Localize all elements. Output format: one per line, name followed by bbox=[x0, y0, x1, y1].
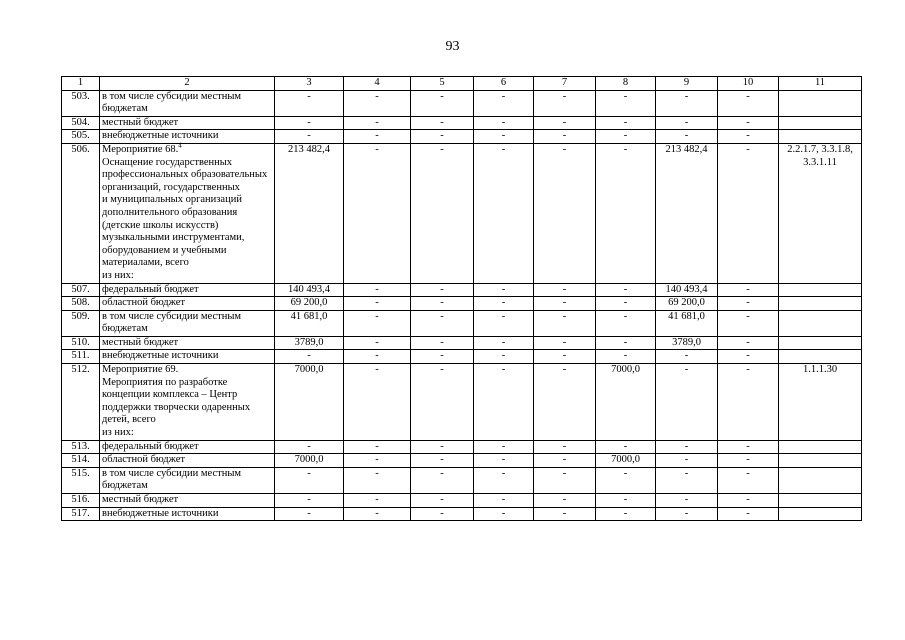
value-cell: - bbox=[411, 310, 474, 336]
column-header: 3 bbox=[275, 77, 344, 91]
value-cell: 69 200,0 bbox=[275, 297, 344, 311]
page-number: 93 bbox=[445, 39, 460, 54]
activity-title: Мероприятие 68. bbox=[102, 143, 179, 155]
value-cell: - bbox=[411, 336, 474, 350]
table-row bbox=[62, 440, 862, 454]
table-row bbox=[62, 310, 862, 336]
table-header bbox=[62, 77, 862, 91]
column-header: 11 bbox=[779, 77, 862, 91]
row-description bbox=[100, 467, 275, 493]
value-cell: - bbox=[411, 116, 474, 130]
value-cell: - bbox=[596, 507, 656, 521]
column-header: 4 bbox=[344, 77, 411, 91]
value-cell: - bbox=[411, 507, 474, 521]
value-cell: - bbox=[344, 364, 411, 441]
description-text: областной бюджет bbox=[102, 454, 185, 466]
value-cell: - bbox=[275, 350, 344, 364]
value-cell: - bbox=[474, 130, 534, 144]
table-row bbox=[62, 283, 862, 297]
value-cell: - bbox=[344, 467, 411, 493]
table-body bbox=[62, 90, 862, 521]
table-row bbox=[62, 350, 862, 364]
value-cell: - bbox=[344, 297, 411, 311]
value-cell: - bbox=[718, 454, 779, 468]
row-number: 505. bbox=[62, 130, 100, 144]
value-cell: - bbox=[718, 440, 779, 454]
value-cell: - bbox=[344, 336, 411, 350]
value-cell: - bbox=[596, 130, 656, 144]
indicator-reference bbox=[779, 467, 862, 493]
description-text: местный бюджет bbox=[102, 336, 179, 348]
value-cell: - bbox=[344, 130, 411, 144]
value-cell: - bbox=[534, 297, 596, 311]
value-cell: - bbox=[718, 310, 779, 336]
value-cell: - bbox=[656, 90, 718, 116]
value-cell: - bbox=[534, 116, 596, 130]
value-cell: 140 493,4 bbox=[275, 283, 344, 297]
value-cell: - bbox=[718, 283, 779, 297]
value-cell: 140 493,4 bbox=[656, 283, 718, 297]
row-description bbox=[100, 283, 275, 297]
column-header: 2 bbox=[100, 77, 275, 91]
value-cell: - bbox=[474, 364, 534, 441]
table-row bbox=[62, 454, 862, 468]
description-text: внебюджетные источники bbox=[102, 350, 219, 362]
value-cell: - bbox=[596, 283, 656, 297]
value-cell: - bbox=[596, 90, 656, 116]
value-cell: - bbox=[275, 440, 344, 454]
value-cell: - bbox=[534, 310, 596, 336]
value-cell: - bbox=[718, 116, 779, 130]
value-cell: - bbox=[411, 440, 474, 454]
value-cell: - bbox=[275, 494, 344, 508]
value-cell: - bbox=[411, 454, 474, 468]
value-cell: - bbox=[411, 297, 474, 311]
value-cell: - bbox=[656, 116, 718, 130]
value-cell: - bbox=[411, 90, 474, 116]
value-cell: 213 482,4 bbox=[275, 143, 344, 283]
indicator-reference bbox=[779, 454, 862, 468]
description-text: Оснащение государственных профессиональных образовательных организаций, государственных и муниципальных организаций дополнительного образования (детские школы искусств) музыкальными инструментами, оборудованием и учебными материалами, всего из них: bbox=[102, 156, 268, 281]
row-number: 507. bbox=[62, 283, 100, 297]
indicator-reference bbox=[779, 494, 862, 508]
value-cell: - bbox=[534, 364, 596, 441]
value-cell: - bbox=[534, 494, 596, 508]
value-cell: - bbox=[718, 336, 779, 350]
row-description bbox=[100, 336, 275, 350]
row-description bbox=[100, 143, 275, 283]
value-cell: - bbox=[534, 283, 596, 297]
value-cell: - bbox=[656, 364, 718, 441]
indicator-reference bbox=[779, 310, 862, 336]
value-cell: 3789,0 bbox=[275, 336, 344, 350]
row-description bbox=[100, 364, 275, 441]
row-number: 510. bbox=[62, 336, 100, 350]
row-description bbox=[100, 310, 275, 336]
description-text: федеральный бюджет bbox=[102, 283, 199, 295]
indicator-reference bbox=[779, 116, 862, 130]
value-cell: - bbox=[718, 90, 779, 116]
value-cell: - bbox=[596, 143, 656, 283]
value-cell: 41 681,0 bbox=[656, 310, 718, 336]
value-cell: - bbox=[474, 310, 534, 336]
description-text: областной бюджет bbox=[102, 297, 185, 309]
value-cell: - bbox=[344, 454, 411, 468]
value-cell: - bbox=[534, 350, 596, 364]
value-cell: - bbox=[596, 440, 656, 454]
value-cell: - bbox=[474, 467, 534, 493]
value-cell: - bbox=[474, 143, 534, 283]
value-cell: - bbox=[718, 297, 779, 311]
value-cell: - bbox=[718, 507, 779, 521]
value-cell: - bbox=[474, 116, 534, 130]
row-description bbox=[100, 454, 275, 468]
value-cell: - bbox=[474, 454, 534, 468]
activity-title: Мероприятие 69. bbox=[102, 364, 179, 376]
value-cell: - bbox=[411, 467, 474, 493]
description-text: в том числе субсидии местным бюджетам bbox=[102, 310, 242, 335]
column-header: 6 bbox=[474, 77, 534, 91]
table-row bbox=[62, 297, 862, 311]
value-cell: - bbox=[411, 494, 474, 508]
indicator-reference bbox=[779, 90, 862, 116]
value-cell: - bbox=[656, 507, 718, 521]
value-cell: - bbox=[474, 336, 534, 350]
table-row bbox=[62, 467, 862, 493]
value-cell: - bbox=[596, 494, 656, 508]
row-number: 513. bbox=[62, 440, 100, 454]
value-cell: - bbox=[596, 350, 656, 364]
value-cell: - bbox=[718, 143, 779, 283]
value-cell: - bbox=[344, 507, 411, 521]
budget-table bbox=[61, 76, 862, 521]
value-cell: - bbox=[344, 310, 411, 336]
row-number: 503. bbox=[62, 90, 100, 116]
column-header: 5 bbox=[411, 77, 474, 91]
description-text: в том числе субсидии местным бюджетам bbox=[102, 467, 242, 492]
value-cell: - bbox=[718, 467, 779, 493]
value-cell: - bbox=[596, 297, 656, 311]
description-text: внебюджетные источники bbox=[102, 130, 219, 142]
value-cell: - bbox=[411, 283, 474, 297]
value-cell: - bbox=[344, 143, 411, 283]
value-cell: - bbox=[344, 116, 411, 130]
row-number: 517. bbox=[62, 507, 100, 521]
column-header: 1 bbox=[62, 77, 100, 91]
value-cell: - bbox=[534, 143, 596, 283]
row-description bbox=[100, 440, 275, 454]
value-cell: - bbox=[411, 143, 474, 283]
row-number: 514. bbox=[62, 454, 100, 468]
indicator-reference bbox=[779, 283, 862, 297]
indicator-reference bbox=[779, 336, 862, 350]
row-description bbox=[100, 507, 275, 521]
value-cell: - bbox=[411, 130, 474, 144]
description-text: местный бюджет bbox=[102, 116, 179, 128]
value-cell: - bbox=[718, 350, 779, 364]
value-cell: - bbox=[275, 130, 344, 144]
value-cell: - bbox=[474, 90, 534, 116]
value-cell: 7000,0 bbox=[275, 364, 344, 441]
value-cell: - bbox=[474, 494, 534, 508]
row-number: 515. bbox=[62, 467, 100, 493]
indicator-reference: 2.2.1.7, 3.3.1.8, 3.3.1.11 bbox=[779, 143, 862, 283]
row-description bbox=[100, 116, 275, 130]
column-header: 9 bbox=[656, 77, 718, 91]
value-cell: - bbox=[474, 350, 534, 364]
row-number: 504. bbox=[62, 116, 100, 130]
value-cell: - bbox=[656, 454, 718, 468]
value-cell: - bbox=[275, 116, 344, 130]
value-cell: - bbox=[534, 507, 596, 521]
table-row bbox=[62, 507, 862, 521]
description-text: в том числе субсидии местным бюджетам bbox=[102, 90, 242, 115]
value-cell: - bbox=[275, 507, 344, 521]
description-text: местный бюджет bbox=[102, 494, 179, 505]
indicator-reference bbox=[779, 350, 862, 364]
value-cell: - bbox=[534, 440, 596, 454]
table-row bbox=[62, 90, 862, 116]
value-cell: 7000,0 bbox=[596, 454, 656, 468]
value-cell: 7000,0 bbox=[275, 454, 344, 468]
value-cell: - bbox=[474, 297, 534, 311]
indicator-reference bbox=[779, 507, 862, 521]
value-cell: - bbox=[656, 494, 718, 508]
row-description bbox=[100, 494, 275, 508]
row-description bbox=[100, 130, 275, 144]
value-cell: - bbox=[596, 116, 656, 130]
value-cell: - bbox=[411, 364, 474, 441]
indicator-reference bbox=[779, 297, 862, 311]
value-cell: 213 482,4 bbox=[656, 143, 718, 283]
value-cell: - bbox=[344, 350, 411, 364]
value-cell: - bbox=[344, 440, 411, 454]
value-cell: - bbox=[534, 90, 596, 116]
value-cell: - bbox=[596, 310, 656, 336]
table-row bbox=[62, 336, 862, 350]
value-cell: - bbox=[344, 283, 411, 297]
value-cell: - bbox=[344, 494, 411, 508]
row-number: 509. bbox=[62, 310, 100, 336]
row-number: 516. bbox=[62, 494, 100, 508]
row-number: 508. bbox=[62, 297, 100, 311]
column-header: 7 bbox=[534, 77, 596, 91]
row-description bbox=[100, 90, 275, 116]
value-cell: - bbox=[534, 454, 596, 468]
value-cell: - bbox=[656, 350, 718, 364]
value-cell: - bbox=[656, 467, 718, 493]
value-cell: - bbox=[344, 90, 411, 116]
value-cell: 3789,0 bbox=[656, 336, 718, 350]
value-cell: - bbox=[534, 336, 596, 350]
value-cell: - bbox=[534, 130, 596, 144]
row-number: 506. bbox=[62, 143, 100, 283]
description-text: внебюджетные источники bbox=[102, 507, 219, 519]
row-description bbox=[100, 297, 275, 311]
table-row bbox=[62, 143, 862, 283]
value-cell: 41 681,0 bbox=[275, 310, 344, 336]
value-cell: - bbox=[596, 336, 656, 350]
value-cell: - bbox=[275, 90, 344, 116]
value-cell: - bbox=[656, 130, 718, 144]
row-description bbox=[100, 350, 275, 364]
description-text: федеральный бюджет bbox=[102, 440, 199, 452]
value-cell: - bbox=[656, 440, 718, 454]
value-cell: 7000,0 bbox=[596, 364, 656, 441]
table-row bbox=[62, 494, 862, 508]
value-cell: - bbox=[411, 350, 474, 364]
value-cell: - bbox=[534, 467, 596, 493]
indicator-reference: 1.1.1.30 bbox=[779, 364, 862, 441]
row-number: 511. bbox=[62, 350, 100, 364]
value-cell: - bbox=[718, 130, 779, 144]
row-number: 512. bbox=[62, 364, 100, 441]
column-header: 8 bbox=[596, 77, 656, 91]
footnote-marker: 4 bbox=[178, 141, 182, 150]
value-cell: - bbox=[474, 440, 534, 454]
value-cell: - bbox=[474, 283, 534, 297]
value-cell: - bbox=[718, 494, 779, 508]
value-cell: - bbox=[718, 364, 779, 441]
value-cell: - bbox=[474, 507, 534, 521]
indicator-reference bbox=[779, 130, 862, 144]
value-cell: 69 200,0 bbox=[656, 297, 718, 311]
table-row bbox=[62, 364, 862, 441]
description-text: Мероприятия по разработке концепции комплекса – Центр поддержки творчески одаренных детей, всего из них: bbox=[102, 376, 251, 439]
value-cell: - bbox=[596, 467, 656, 493]
value-cell: - bbox=[275, 467, 344, 493]
indicator-reference bbox=[779, 440, 862, 454]
column-header: 10 bbox=[718, 77, 779, 91]
table-row bbox=[62, 116, 862, 130]
header-row bbox=[62, 77, 862, 91]
